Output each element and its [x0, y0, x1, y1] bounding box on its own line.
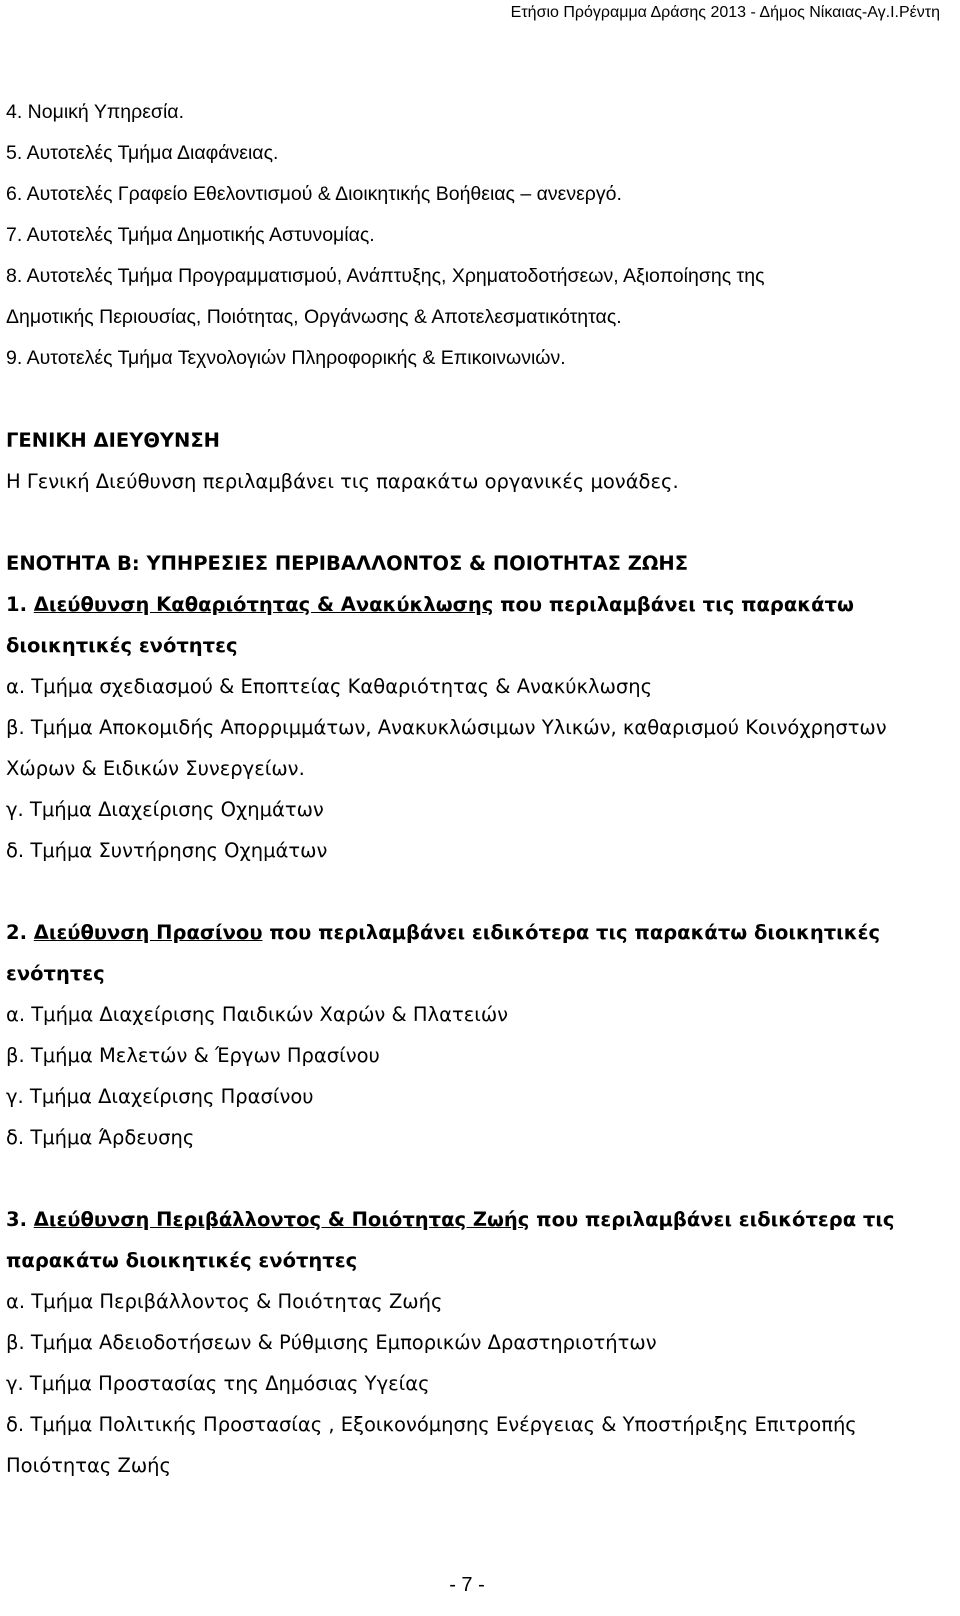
department-item: δ. Τμήμα Πολιτικής Προστασίας , Εξοικονόμησης Ενέργειας & Υποστήριξης Επιτροπής [6, 1413, 857, 1436]
list-item: 6. Αυτοτελές Γραφείο Εθελοντισμού & Διοικητικής Βοήθειας – ανενεργό. [6, 183, 622, 205]
document-body [6, 92, 936, 1486]
department-item: δ. Τμήμα Άρδευσης [6, 1126, 195, 1149]
directorate-heading-line2: ενότητες [6, 962, 105, 985]
spacer [6, 1158, 936, 1199]
department-item-continuation: Χώρων & Ειδικών Συνεργείων. [6, 757, 305, 780]
department-item: β. Τμήμα Μελετών & Έργων Πρασίνου [6, 1044, 380, 1067]
section-heading: ΕΝΟΤΗΤΑ Β: ΥΠΗΡΕΣΙΕΣ ΠΕΡΙΒΑΛΛΟΝΤΟΣ & ΠΟΙΟΤΗΤΑΣ ΖΩΗΣ [6, 552, 689, 575]
department-item: γ. Τμήμα Προστασίας της Δημόσιας Υγείας [6, 1372, 430, 1395]
directorate-heading-rest: που περιλαμβάνει ειδικότερα τις [529, 1208, 895, 1231]
directorate-title: Διεύθυνση Πρασίνου [33, 921, 263, 944]
department-item: γ. Τμήμα Διαχείρισης Πρασίνου [6, 1085, 314, 1108]
directorate-environment [6, 1199, 936, 1486]
directorate-number: 3. [6, 1208, 34, 1231]
page-number: - 7 - [449, 1574, 485, 1596]
list-item: 4. Νομική Υπηρεσία. [6, 101, 184, 123]
list-item: 5. Αυτοτελές Τμήμα Διαφάνειας. [6, 142, 279, 164]
spacer [6, 502, 936, 543]
list-item: 8. Αυτοτελές Τμήμα Προγραμματισμού, Ανάπτυξης, Χρηματοδοτήσεων, Αξιοποίησης της [6, 265, 765, 287]
directorate-heading-rest: που περιλαμβάνει ειδικότερα τις παρακάτω διοικητικές [262, 921, 881, 944]
list-item: 7. Αυτοτελές Τμήμα Δημοτικής Αστυνομίας. [6, 224, 375, 246]
directorate-number: 2. [6, 921, 34, 944]
department-item: α. Τμήμα σχεδιασμού & Εποπτείας Καθαριότητας & Ανακύκλωσης [6, 675, 653, 698]
running-header: Ετήσιο Πρόγραμμα Δράσης 2013 - Δήμος Νίκαιας-Αγ.Ι.Ρέντη [510, 4, 940, 21]
list-item-continuation: Δημοτικής Περιουσίας, Ποιότητας, Οργάνωσης & Αποτελεσματικότητας. [6, 306, 622, 328]
general-directorate-heading: ΓΕΝΙΚΗ ΔΙΕΥΘΥΝΣΗ [6, 429, 220, 452]
directorate-heading-rest: που περιλαμβάνει τις παρακάτω [493, 593, 854, 616]
department-item: β. Τμήμα Αδειοδοτήσεων & Ρύθμισης Εμπορικών Δραστηριοτήτων [6, 1331, 657, 1354]
directorate-number: 1. [6, 593, 34, 616]
directorate-heading [6, 584, 936, 625]
spacer [6, 871, 936, 912]
directorate-cleaning [6, 584, 936, 871]
department-item: β. Τμήμα Αποκομιδής Απορριμμάτων, Ανακυκλώσιμων Υλικών, καθαρισμού Κοινόχρηστων [6, 716, 887, 739]
organizational-list [6, 92, 936, 379]
general-directorate-text: Η Γενική Διεύθυνση περιλαμβάνει τις παρακάτω οργανικές μονάδες. [6, 470, 679, 493]
directorate-heading [6, 912, 936, 953]
directorate-greenery [6, 912, 936, 1158]
spacer [6, 379, 936, 420]
department-item: α. Τμήμα Περιβάλλοντος & Ποιότητας Ζωής [6, 1290, 443, 1313]
directorate-heading-line2: διοικητικές ενότητες [6, 634, 238, 657]
directorate-title: Διεύθυνση Καθαριότητας & Ανακύκλωσης [33, 593, 494, 616]
department-item-continuation: Ποιότητας Ζωής [6, 1454, 171, 1477]
department-item: γ. Τμήμα Διαχείρισης Οχημάτων [6, 798, 324, 821]
directorate-heading-line2: παρακάτω διοικητικές ενότητες [6, 1249, 358, 1272]
list-item: 9. Αυτοτελές Τμήμα Τεχνολογιών Πληροφορικής & Επικοινωνιών. [6, 347, 566, 369]
department-item: α. Τμήμα Διαχείρισης Παιδικών Χαρών & Πλατειών [6, 1003, 509, 1026]
department-item: δ. Τμήμα Συντήρησης Οχημάτων [6, 839, 328, 862]
directorate-title: Διεύθυνση Περιβάλλοντος & Ποιότητας Ζωής [33, 1208, 530, 1231]
directorate-heading [6, 1199, 936, 1240]
